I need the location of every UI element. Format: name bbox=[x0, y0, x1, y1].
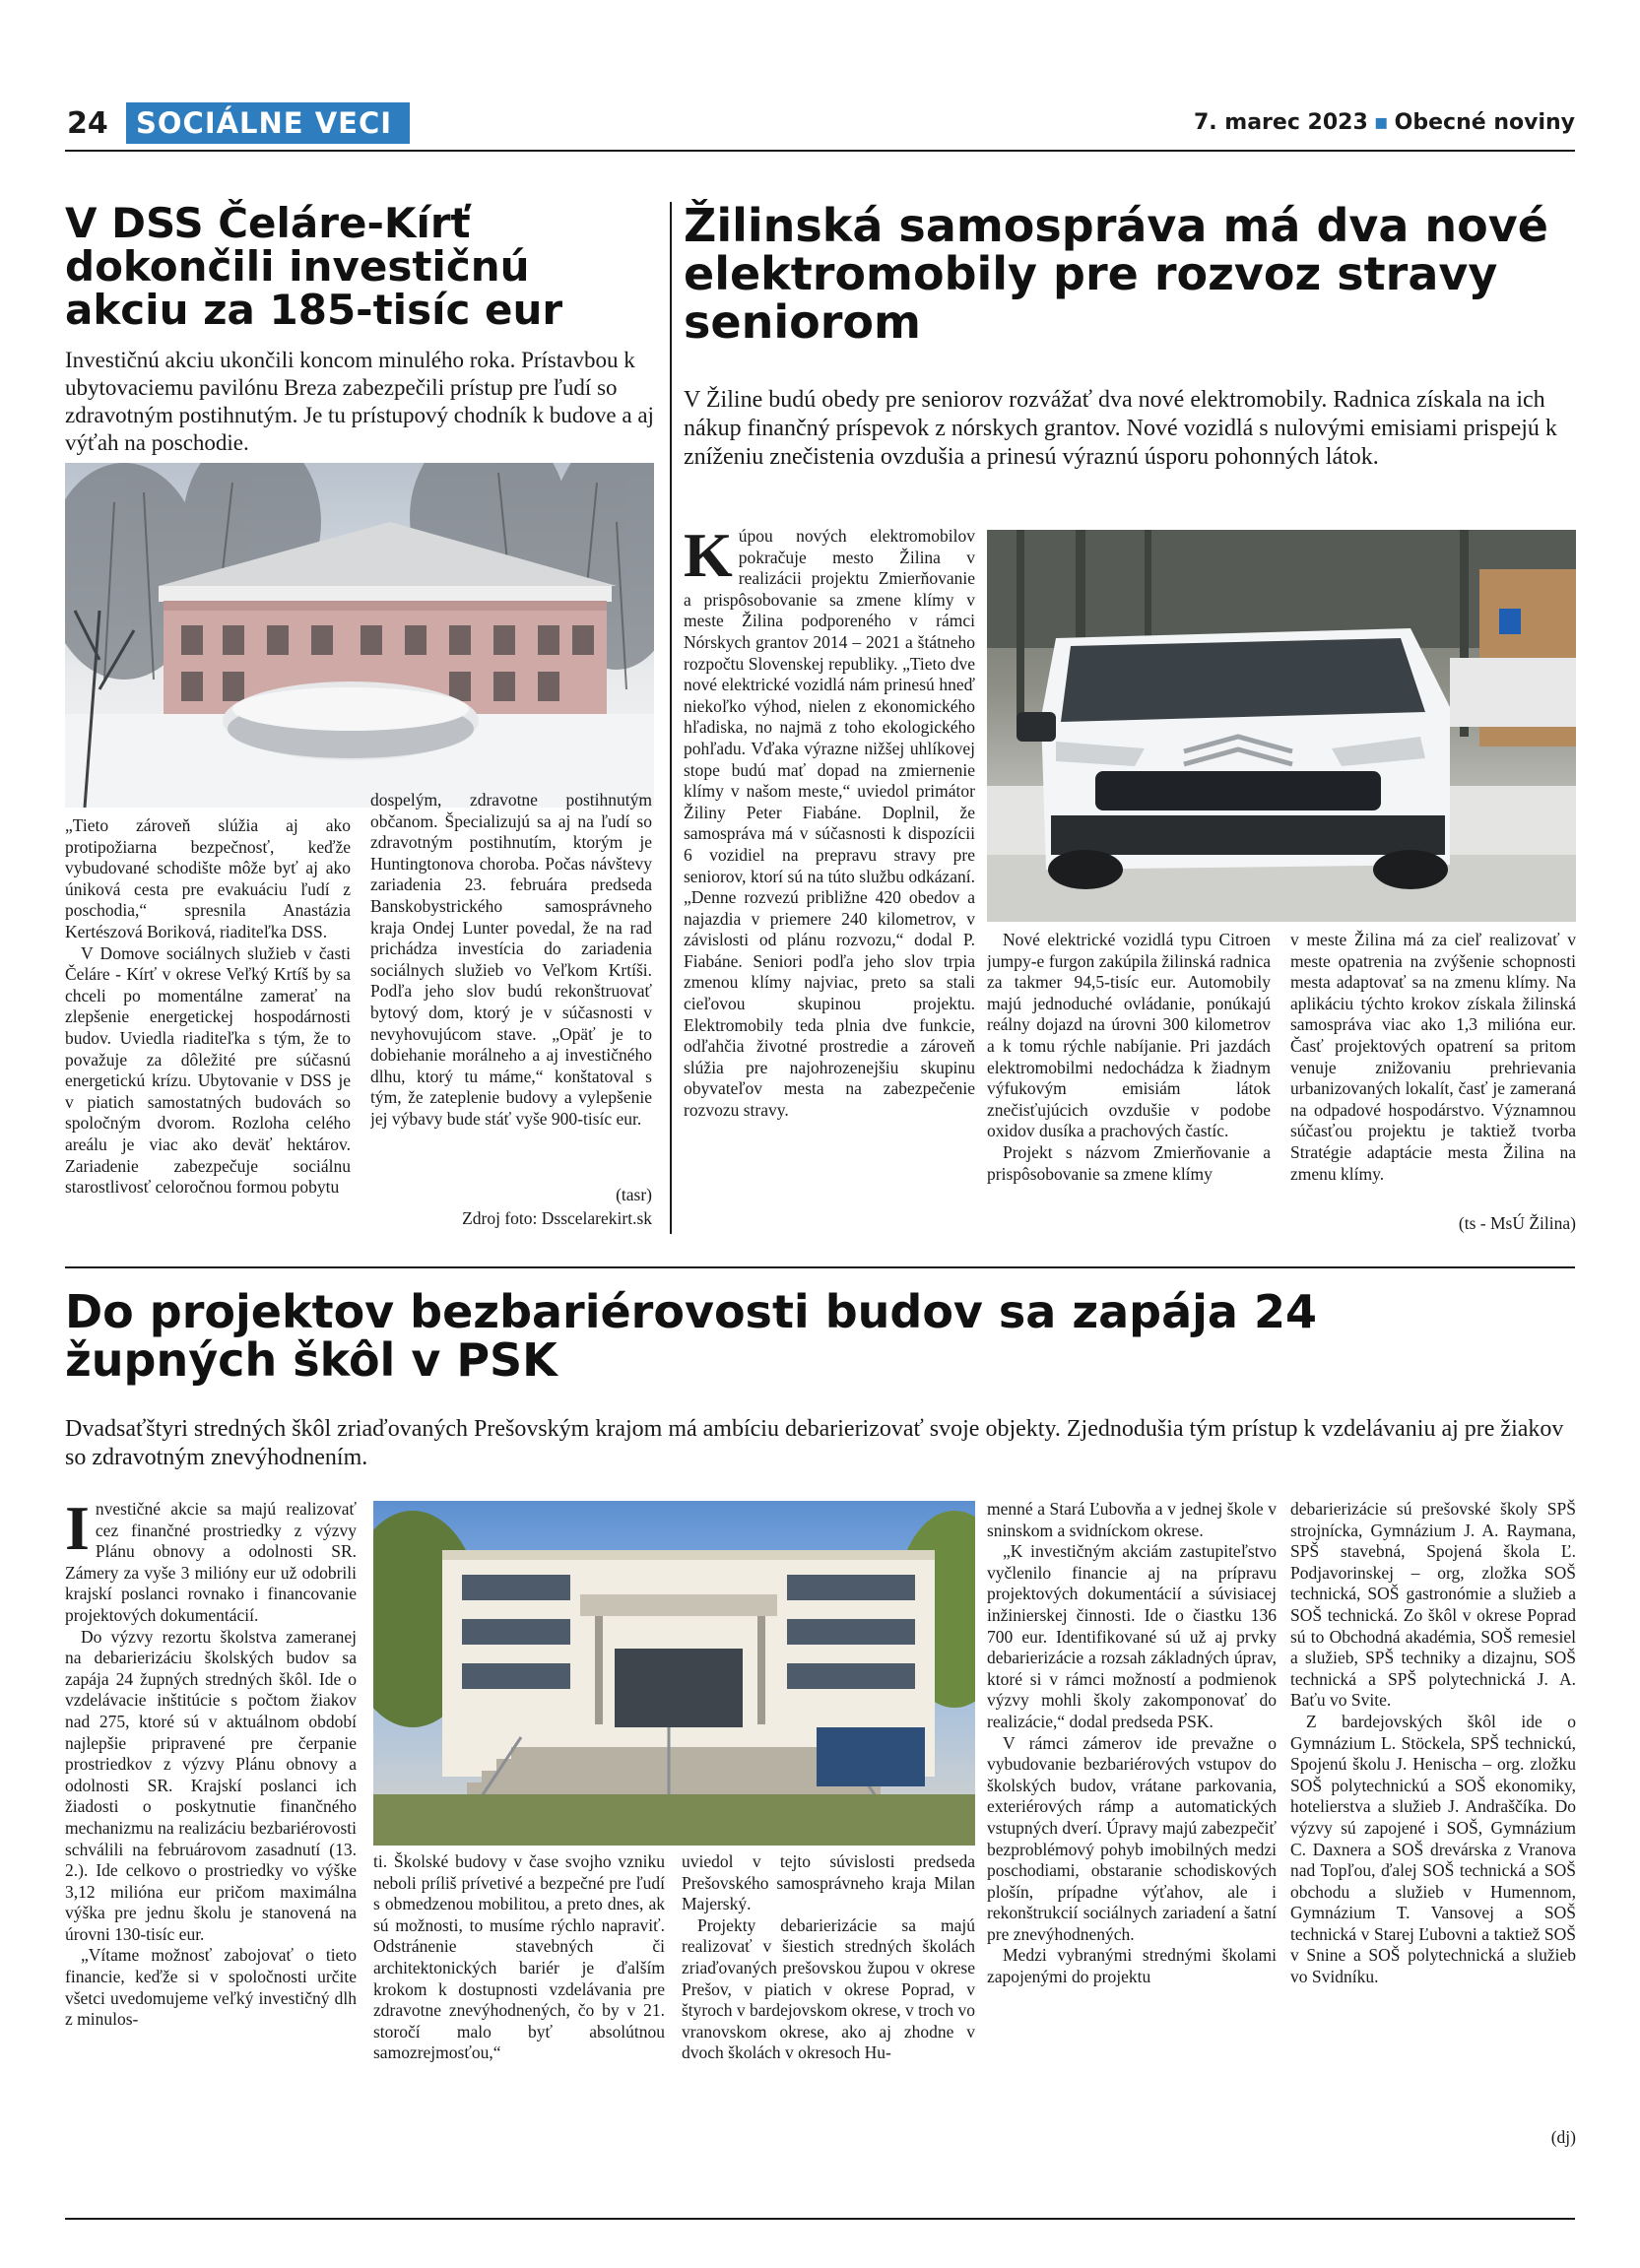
article2-signature: (ts - MsÚ Žilina) bbox=[1458, 1213, 1576, 1233]
article1-paragraph: „Tieto zároveň slúžia aj ako protipožiarna bezpečnosť, keďže vybudované schodište môže byť aj ako úniková cesta pre evakuáciu ľudí z poschodia,“ spresnila Anastázia Kertészová Boriková, riaditeľka DSS. bbox=[65, 815, 351, 941]
section-label: SOCIÁLNE VECI bbox=[126, 102, 410, 144]
electric-van-illustration bbox=[987, 530, 1576, 922]
article3-column-2 bbox=[373, 1851, 665, 2208]
article2-column-1 bbox=[684, 526, 975, 1237]
separator-dot: ▪ bbox=[1373, 110, 1389, 135]
article2-column-2 bbox=[987, 930, 1271, 1237]
publication-name: Obecné noviny bbox=[1394, 110, 1575, 135]
article2-headline: Žilinská samospráva má dva nové elektromobily pre rozvoz stravy seniorom bbox=[684, 199, 1548, 349]
school-building-photo bbox=[373, 1501, 975, 1846]
article2-paragraph: Projekt s názvom Zmierňovanie a prispôsobovanie sa zmene klímy bbox=[987, 1141, 1271, 1184]
article3-paragraph: „K investičným akciám zastupiteľstvo vyčlenilo financie aj na prípravu projektových dokumentácií a súvisiacej inžinierskej činnosti. Ide o čiastku 136 700 eur. Identifikované sú už aj prvky debarierizácie a rozsah základných úprav, ktoré si v rámci možností a podmienok výzvy mohli školy zakomponovať do realizácie,“ dodal predseda PSK. bbox=[987, 1541, 1277, 1731]
article3-paragraph: Projekty debarierizácie sa majú realizovať v šiestich stredných školách zriaďovaných prešovskou župou v okrese Prešov, v piatich v okrese Poprad, v štyroch v bardejovskom okrese, v troch vo vranovskom okrese, ako aj zhodne v dvoch školách v okresoch Hu- bbox=[682, 1914, 975, 2063]
article1-column-1 bbox=[65, 815, 351, 1249]
article1-paragraph: dospelým, zdravotne postihnutým občanom. Špecializujú sa aj na ľudí so zdravotným postihnutím, ktorým je Huntingtonova choroba. Počas návštevy zariadenia 23. februára predseda Banskobystrického samosprávneho kraja Ondej Lunter povedal, že na rad prichádza investícia do zariadenia sociálnych služieb vo Veľkom Krtíši. Podľa jeho slov budú rekonštruovať bytový dom, ktorý je v súčasnosti v nevyhovujúcom stave. „Opäť je to dobiehanie morálneho a aj investičného dlhu, ktorý tu máme,“ konštatoval s tým, že zateplenie budovy a vylepšenie jej výbavy bude stáť vyše 900-tisíc eur. bbox=[370, 790, 652, 1129]
article1-photo-credit: Zdroj foto: Dsscelarekirt.sk bbox=[462, 1208, 652, 1228]
article3-paragraph: Z bardejovských škôl ide o Gymnázium L. Stöckela, SPŠ technickú, Spojenú školu J. Henischa – org. zložku SOŠ polytechnickú a SOŠ ekonomiky, hotelierstva a služieb J. Andraščíka. Do výzvy sú zapojené i SOŠ, Gymnázium C. Daxnera a SOŠ drevárska z Vranova nad Topľou, ďalej SOŠ technická a SOŠ obchodu a služieb v Humennom, Gymnázium T. Vansovej a SOŠ technická v Starej Ľubovni a taktiež SOŠ v Snine a SOŠ polytechnická a služieb vo Svidníku. bbox=[1290, 1711, 1576, 1987]
dss-building-illustration bbox=[65, 463, 654, 808]
article1-lead: Investičnú akciu ukončili koncom minulého roka. Prístavbou k ubytovaciemu pavilónu Breza zabezpečili prístup pre ľudí so zdravotným postihnutým. Je tu prístupový chodník k budove a aj výťah na poschodie. bbox=[65, 348, 654, 455]
article3-headline: Do projektov bezbariérovosti budov sa zapája 24 župných škôl v PSK bbox=[65, 1285, 1317, 1387]
article3-paragraph: ti. Školské budovy v čase svojho vzniku neboli príliš prívetivé a bezpečné pre ľudí s obmedzenou mobilitou, a preto dnes, ak sú možnosti, to musíme rýchlo napraviť. Odstránenie stavebných či architektonických bariér je ďalším krokom k dostupnosti vzdelávania pre zdravotne znevýhodnených, čo by v 21. storočí malo byť absolútnou samozrejmosťou,“ bbox=[373, 1851, 665, 2063]
article3-paragraph: menné a Stará Ľubovňa a v jednej škole v sninskom a svidníckom okrese. bbox=[987, 1499, 1277, 1540]
header-rule bbox=[65, 150, 1575, 152]
article3-column-3 bbox=[682, 1851, 975, 2208]
column-divider bbox=[670, 202, 672, 1234]
article3-lead: Dvadsaťštyri stredných škôl zriaďovaných Prešovským krajom má ambíciu debarierizovať svoje objekty. Zjednodušia tým prístup k vzdelávaniu aj pre žiakov so zdravotným znevýhodnením. bbox=[65, 1416, 1564, 1470]
dss-building-photo bbox=[65, 463, 654, 808]
article3-paragraph: nvestičné akcie sa majú realizovať cez finančné prostriedky z výzvy Plánu obnovy a odolnosti SR. Zámery za vyše 3 milióny eur už odobrili krajskí poslanci rovnako i financovanie projektových dokumentácií. bbox=[65, 1499, 357, 1625]
article2-paragraph: úpou nových elektromobilov pokračuje mesto Žilina v realizácii projektu Zmierňovanie a prispôsobovanie sa zmene klímy v meste Žilina podporeného v rámci Nórskych grantov 2014 – 2021 a štátneho rozpočtu Slovenskej republiky. „Tieto dve nové elektrické vozidlá nám prinesú hneď niekoľko výhod, nielen z ekonomického hľadiska, no najmä z toho ekologického pohľadu. Vďaka výrazne nižšej uhlíkovej stope budú mať dopad na zmiernenie klímy v našom meste,“ uviedol primátor Žiliny Peter Fiabáne. Doplnil, že samospráva má v súčasnosti k dispozícii 6 vozidiel na prepravu stravy pre seniorov, ktorí sú na túto službu odkázaní. „Denne rozvezú približne 420 obedov a najazdia v priemere 240 kilometrov, v závislosti od plánu rozvozu,“ dodal P. Fiabáne. Seniori podľa jeho slov trpia zmenou klímy najviac, preto sa stali cieľovou skupinou projektu. Elektromobily teda plnia dve funkcie, odľahčia životné prostredie a zároveň slúžia pre najohrozenejšiu skupinu obyvateľov mesta na zabezpečenie rozvozu stravy. bbox=[684, 526, 975, 1121]
article2-column-3 bbox=[1290, 930, 1576, 1215]
issue-info bbox=[1194, 110, 1575, 135]
page-number: 24 bbox=[67, 106, 108, 141]
article2-lead: V Žiline budú obedy pre seniorov rozvážať dva nové elektromobily. Radnica získala na ich nákup finančný príspevok z nórskych grantov. Nové vozidlá s nulovými emisiami prispejú k zníženiu znečistenia ovzdušia a prinesú výraznú úsporu pohonných látok. bbox=[684, 387, 1557, 470]
article3-paragraph: V rámci zámerov ide prevažne o vybudovanie bezbariérových vstupov do školských budov, vrátane parkovania, exteriérových rámp a automatických vstupných dverí. Úpravy majú zabezpečiť bezproblémový pohyb imobilných medzi poschodiami, obstaranie schodiskových plošín, prípadne výťahov, ale i rekonštrukcií sociálnych zariadení a šatní pre znevýhodnených. bbox=[987, 1732, 1277, 1944]
article3-paragraph: „Vítame možnosť zabojovať o tieto financie, keďže si v spoločnosti určite všetci uvedomujeme veľký investičný dlh z minulos- bbox=[65, 1945, 357, 2030]
article3-paragraph: uviedol v tejto súvislosti predseda Prešovského samosprávneho kraja Milan Majerský. bbox=[682, 1851, 975, 1914]
article1-headline: V DSS Čeláre-Kírť dokončili investičnú akciu za 185-tisíc eur bbox=[65, 199, 563, 334]
school-building-illustration bbox=[373, 1501, 975, 1846]
article3-paragraph: Medzi vybranými strednými školami zapojenými do projektu bbox=[987, 1945, 1277, 1987]
article1-column-2 bbox=[370, 790, 652, 1203]
footer-rule bbox=[65, 2218, 1575, 2220]
article2-paragraph: Nové elektrické vozidlá typu Citroen jumpy-e furgon zakúpila žilinská radnica za takmer 94,5-tisíc eur. Automobily majú jednoduché ovládanie, ponúkajú reálny dojazd na úrovni 300 kilometrov a k tomu rýchle nabíjanie. Pri jazdách elektromobilmi nedochádza k žiadnym výfukovým emisiám látok znečisťujúcich ovzdušie v podobe oxidov dusíka a prachových častíc. bbox=[987, 930, 1271, 1141]
issue-date: 7. marec 2023 bbox=[1193, 110, 1368, 135]
article3-column-4 bbox=[1290, 1499, 1576, 2119]
article3-dropcap: I bbox=[65, 1499, 90, 1563]
article3-signature: (dj) bbox=[1550, 2127, 1576, 2147]
article-divider bbox=[65, 1266, 1575, 1268]
article3-paragraph: debarierizácie sú prešovské školy SPŠ strojnícka, Gymnázium J. A. Raymana, SPŠ stavebná, Spojená škola Ľ. Podjavorinskej – org, zložka SOŠ technická, SOŠ gastronómie a služieb a SOŠ technická. Zo škôl v okrese Poprad sú to Obchodná akadémia, SOŠ remesiel a služieb, SPŠ techniky a dizajnu, SOŠ technická a SPŠ polytechnická J. A. Baťu vo Svite. bbox=[1290, 1499, 1576, 1711]
article2-paragraph: v meste Žilina má za cieľ realizovať v meste opatrenia na zvýšenie schopnosti mesta adaptovať sa na zmenu klímy. Na aplikáciu týchto krokov získala žilinská samospráva viac ako 1,3 milióna eur. Časť projektových opatrení sa pritom venuje znižovaniu prehrievania urbanizovaných lokalít, časť je zameraná na odpadové hospodárstvo. Významnou súčasťou projektu je taktiež tvorba Stratégie adaptácie mesta Žilina na zmenu klímy. bbox=[1290, 930, 1576, 1184]
article3-column-3-top bbox=[987, 1499, 1277, 2208]
article3-column-1 bbox=[65, 1499, 357, 2208]
article3-paragraph: Do výzvy rezortu školstva zameranej na debarierizáciu školských budov sa zapája 24 župných stredných škôl. Ide o vzdelávacie inštitúcie s počtom žiakov nad 275, ktoré sú v aktuálnom období najlepšie pripravené pre čerpanie prostriedkov z výzvy Plánu obnovy a odolnosti SR. Krajskí poslanci ich žiadosti o poskytnutie finančného mechanizmu na realizáciu bezbariérovosti schválili na februárovom zasadnutí (13. 2.). Ide celkovo o prostriedky vo výške 3,12 milióna eur pričom maximálna výška pre jednu školu je stanovená na úrovni 130-tisíc eur. bbox=[65, 1626, 357, 1944]
article1-signature: (tasr) bbox=[616, 1185, 652, 1204]
article2-dropcap: K bbox=[684, 526, 733, 590]
electric-van-photo bbox=[987, 530, 1576, 922]
article1-paragraph: V Domove sociálnych služieb v časti Čeláre - Kírť v okrese Veľký Krtíš by sa chceli po momentálne zamerať na zlepšenie energetickej hospodárnosti budov. Uviedla riaditeľka s tým, že to považuje za dôležité pre súčasnú energetickú krízu. Ubytovanie v DSS je v piatich samostatných budovách so spoločným dvorom. Rozloha celého areálu je viac ako deväť hektárov. Zariadenie zabezpečuje sociálnu starostlivosť celoročnou formou pobytu bbox=[65, 942, 351, 1198]
